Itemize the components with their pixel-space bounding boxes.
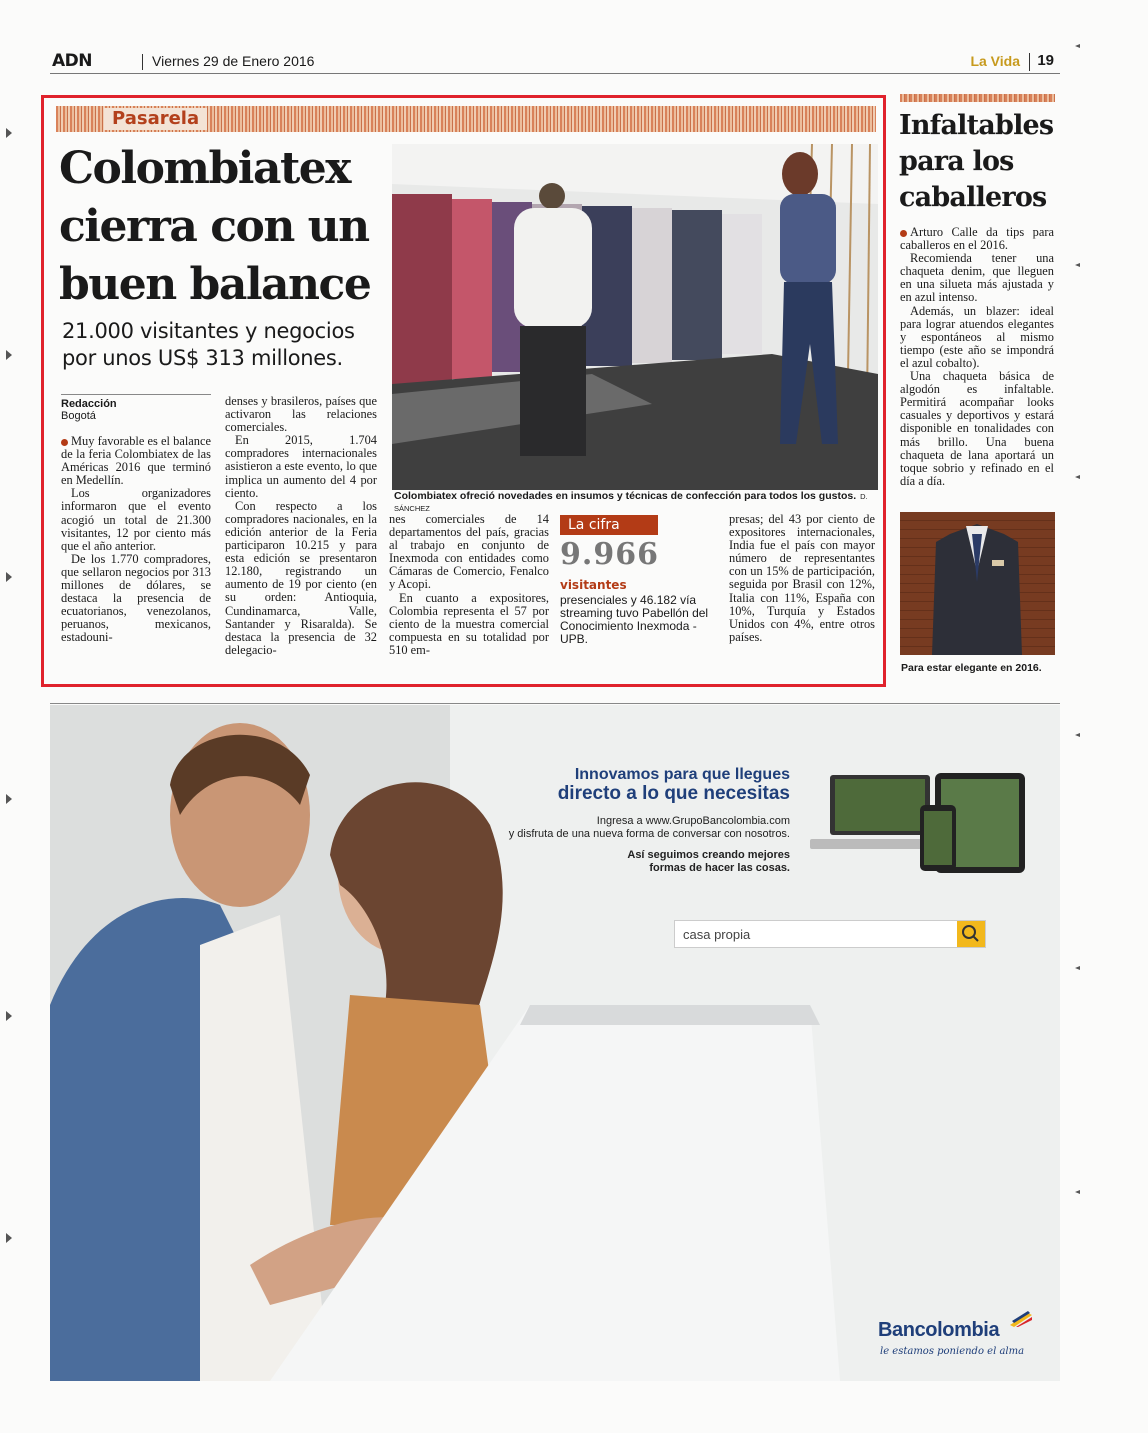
newspaper-logo: ADN bbox=[52, 51, 92, 71]
sidebar-band bbox=[900, 94, 1055, 102]
section-name: La Vida bbox=[970, 53, 1020, 69]
ad-subtext-bold: Así seguimos creando mejores formas de hacer las cosas. bbox=[627, 849, 790, 874]
issue-date: Viernes 29 de Enero 2016 bbox=[152, 53, 315, 69]
photo-caption: Colombiatex ofreció novedades en insumos y técnicas de confección para todos los gustos. D. SÁNCHEZ bbox=[394, 490, 868, 513]
advertisement bbox=[50, 705, 1060, 1381]
ad-search-button bbox=[957, 921, 985, 947]
stat-number: 9.966 bbox=[560, 537, 659, 572]
kicker-band bbox=[56, 106, 876, 132]
header-divider bbox=[1029, 53, 1030, 71]
page-number: 19 bbox=[1037, 52, 1054, 69]
showroom-photo bbox=[392, 144, 878, 490]
article-headline: Colombiatex cierra con un buen balance bbox=[59, 143, 371, 310]
ad-subtext: Ingresa a www.GrupoBancolombia.com y disfruta de una nueva forma de conversar con nosotros. bbox=[508, 815, 790, 840]
stat-box bbox=[560, 514, 720, 646]
stat-unit: visitantes bbox=[560, 578, 627, 592]
paragraph: Recomienda tener una chaqueta denim, que lleguen en una silueta más ajustada y en azul intenso. bbox=[900, 251, 1054, 305]
man-figure bbox=[514, 183, 592, 456]
ad-search-box bbox=[674, 920, 986, 948]
paragraph: nes comerciales de 14 departamentos del país, gracias al trabajo en conjunto de Inexmoda con entidades como Cámaras de Comercio, Fenalco y Acopi. bbox=[389, 512, 549, 592]
paragraph: De los 1.770 compradores, que sellaron negocios por 313 millones de dólares, se destaca la presencia de ecuatorianos, venezolanos, peruanos, mexicanos, estadouni- bbox=[61, 551, 211, 645]
article-column-3 bbox=[389, 513, 549, 657]
stat-label: La cifra bbox=[560, 515, 658, 535]
paragraph: denses y brasileros, países que activaron las relaciones comerciales. bbox=[225, 394, 377, 435]
header-divider bbox=[142, 54, 143, 70]
article-subhead: 21.000 visitantes y negocios por unos US$ 313 millones. bbox=[62, 319, 355, 370]
sidebar-photo-caption: Para estar elegante en 2016. bbox=[901, 662, 1042, 674]
bullet-dot bbox=[900, 230, 907, 237]
article-column-2 bbox=[225, 395, 377, 657]
sidebar-photo bbox=[900, 512, 1055, 655]
paragraph: presas; del 43 por ciento de expositores internacionales, India fue el país con mayor número de representantes con un 15% de participación, seguida por Brasil con 12%, Italia con 11%, España con 10%, Turquía y Estados Unidos con 4%, entre otros países. bbox=[729, 512, 875, 644]
byline-author: Redacción bbox=[61, 398, 117, 410]
paragraph: Además, un blazer: ideal para lograr atuendos elegantes y espontáneos al mismo tiempo (este año se impondrá el azul cobalto). bbox=[900, 303, 1054, 370]
search-icon bbox=[957, 921, 985, 947]
paragraph: Muy favorable es el balance de la feria Colombiatex de las Américas 2016 que terminó en Medellín. bbox=[61, 434, 211, 488]
page-header bbox=[50, 50, 1060, 74]
paragraph: En cuanto a expositores, Colombia representa el 57 por ciento de la muestra comercial compuesta en su totalidad por 510 em- bbox=[389, 590, 549, 657]
article-column-5 bbox=[729, 513, 875, 644]
paragraph: Los organizadores informaron que el evento acogió un total de 21.300 visitantes, 12 por ciento más que el año anterior. bbox=[61, 486, 211, 553]
sidebar-text bbox=[900, 226, 1054, 488]
bancolombia-logo: Bancolombia bbox=[878, 1319, 999, 1342]
paragraph: Una chaqueta básica de algodón es infaltable. Permitirá acompañar looks casuales y deportivos y estará disponible en tonalidades con más brillo. Una buena chaqueta de lana aportará un toque sobrio y refinado en el día a día. bbox=[900, 369, 1054, 488]
ad-divider bbox=[50, 703, 1060, 704]
ad-search-text: casa propia bbox=[683, 927, 751, 942]
paragraph: En 2015, 1.704 compradores internacionales asistieron a este evento, lo que implica un aumento del 4 por ciento. bbox=[225, 433, 377, 500]
kicker: Pasarela bbox=[104, 108, 207, 130]
byline bbox=[61, 394, 211, 422]
bullet-dot bbox=[61, 439, 68, 446]
logo-flag-icon bbox=[1010, 1311, 1032, 1327]
sidebar-title: Infaltables para los caballeros bbox=[899, 110, 1054, 213]
blazer-photo bbox=[900, 512, 1055, 655]
article-photo bbox=[392, 144, 878, 490]
photo-credit: D. SÁNCHEZ bbox=[394, 492, 868, 513]
article-column-1 bbox=[61, 435, 211, 645]
main-article bbox=[41, 95, 886, 687]
ad-photo bbox=[50, 705, 1060, 1381]
paragraph: Arturo Calle da tips para caballeros en el 2016. bbox=[900, 225, 1054, 253]
byline-place: Bogotá bbox=[61, 410, 96, 422]
paragraph: Con respecto a los compradores nacionales, en la edición anterior de la Feria participaron 10.215 y para esta edición se presentaron 12.180, registrando un aumento de 19 por ciento (en su orden: Antioquia, Cundinamarca, Valle, Santander y Risaralda). Se destaca la presencia de 32 delegacio- bbox=[225, 498, 377, 657]
stat-description: presenciales y 46.182 vía streaming tuvo Pabellón del Conocimiento Inexmoda - UPB. bbox=[560, 593, 709, 646]
ad-headline: Innovamos para que llegues directo a lo que necesitas bbox=[557, 766, 790, 804]
ad-tagline: le estamos poniendo el alma bbox=[880, 1346, 1025, 1357]
